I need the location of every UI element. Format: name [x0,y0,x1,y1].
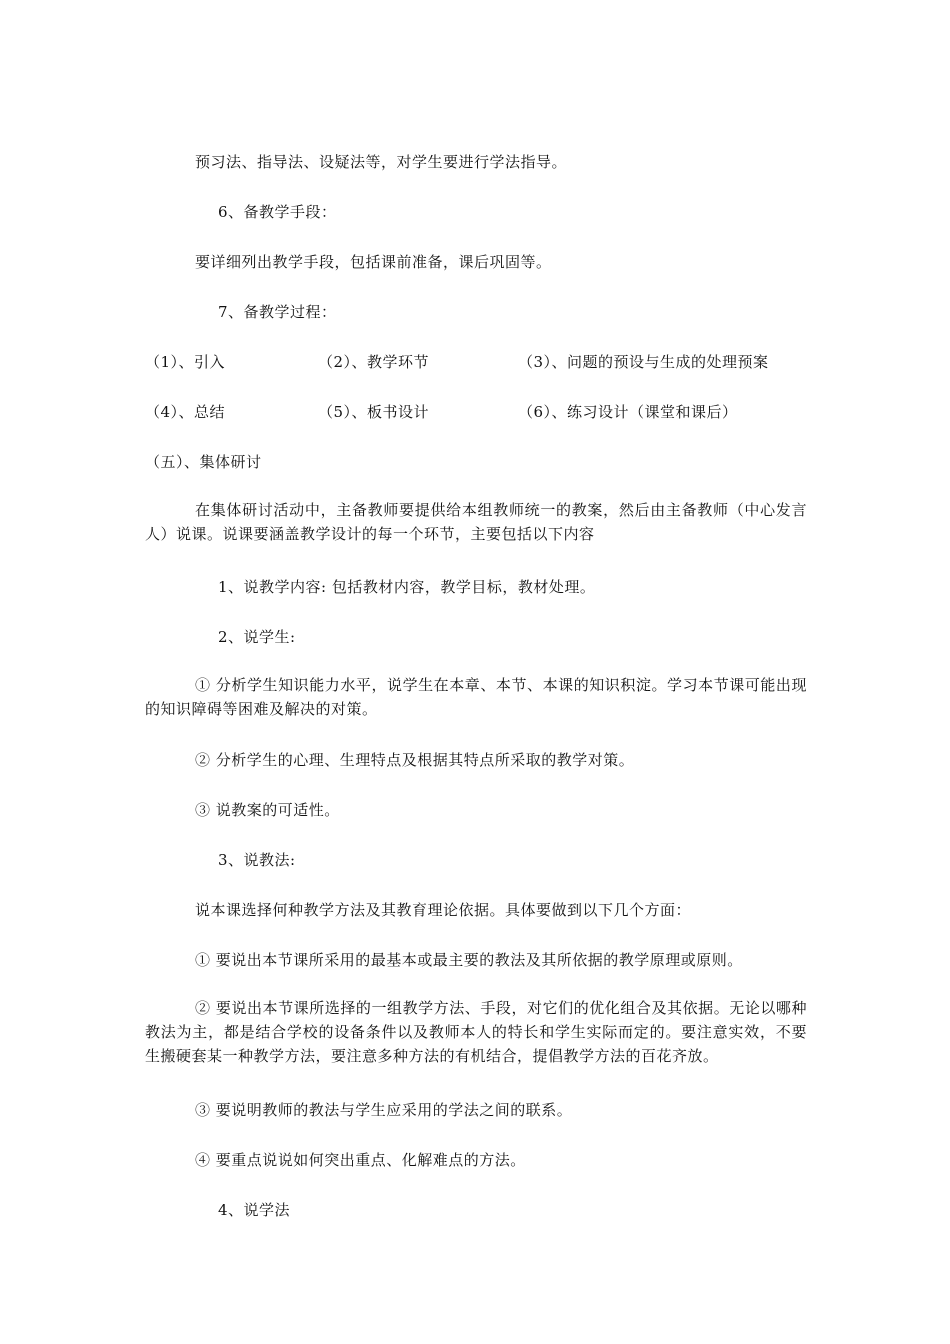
section-heading-collective: （五）、集体研讨 [145,453,262,471]
process-item-steps: （2）、教学环节 [318,353,430,371]
text-student-psychology: ② 分析学生的心理、生理特点及根据其特点所采取的教学对策。 [195,751,635,769]
text-method-basic: ① 要说出本节课所采用的最基本或最主要的教法及其所依据的教学原理或原则。 [195,951,743,969]
process-item-exercise: （6）、练习设计（课堂和课后） [518,403,738,421]
text-line-teaching-means: 要详细列出教学手段，包括课前准备，课后巩固等。 [195,253,552,271]
text-method-focus: ④ 要重点说说如何突出重点、化解难点的方法。 [195,1151,526,1169]
heading-teaching-means: 6、备教学手段： [218,203,337,221]
paragraph-collective-research: 在集体研讨活动中，主备教师要提供给本组教师统一的教案，然后由主备教师（中心发言人）说课。说课要涵盖教学设计的每一个环节，主要包括以下内容 [145,501,807,543]
item-teaching-method: 3、说教法: [218,851,296,869]
heading-teaching-process: 7、备教学过程： [218,303,337,321]
process-item-board: （5）、板书设计 [318,403,430,421]
paragraph-student-ability: ① 分析学生知识能力水平，说学生在本章、本节、本课的知识积淀。学习本节课可能出现的知识障碍等困难及解决的对策。 [145,676,807,718]
item-study-method: 4、说学法 [218,1201,291,1219]
process-item-intro: （1）、引入 [145,353,226,371]
text-method-link: ③ 要说明教师的教法与学生应采用的学法之间的联系。 [195,1101,573,1119]
text-line-study-methods: 预习法、指导法、设疑法等，对学生要进行学法指导。 [195,153,568,171]
item-teaching-content: 1、说教学内容: 包括教材内容，教学目标，教材处理。 [218,578,596,596]
process-item-preset: （3）、问题的预设与生成的处理预案 [518,353,769,371]
paragraph-method-combination: ② 要说出本节课所选择的一组教学方法、手段，对它们的优化组合及其依据。无论以哪种教法为主，都是结合学校的设备条件以及教师本人的特长和学生实际而定的。要注意实效，不要生搬硬套某一种教学方法，要注意多种方法的有机结合，提倡教学方法的百花齐放。 [145,999,807,1065]
item-students: 2、说学生: [218,628,296,646]
text-method-intro: 说本课选择何种教学方法及其教育理论依据。具体要做到以下几个方面： [195,901,692,919]
process-item-summary: （4）、总结 [145,403,226,421]
text-lesson-plan-fit: ③ 说教案的可适性。 [195,801,340,819]
